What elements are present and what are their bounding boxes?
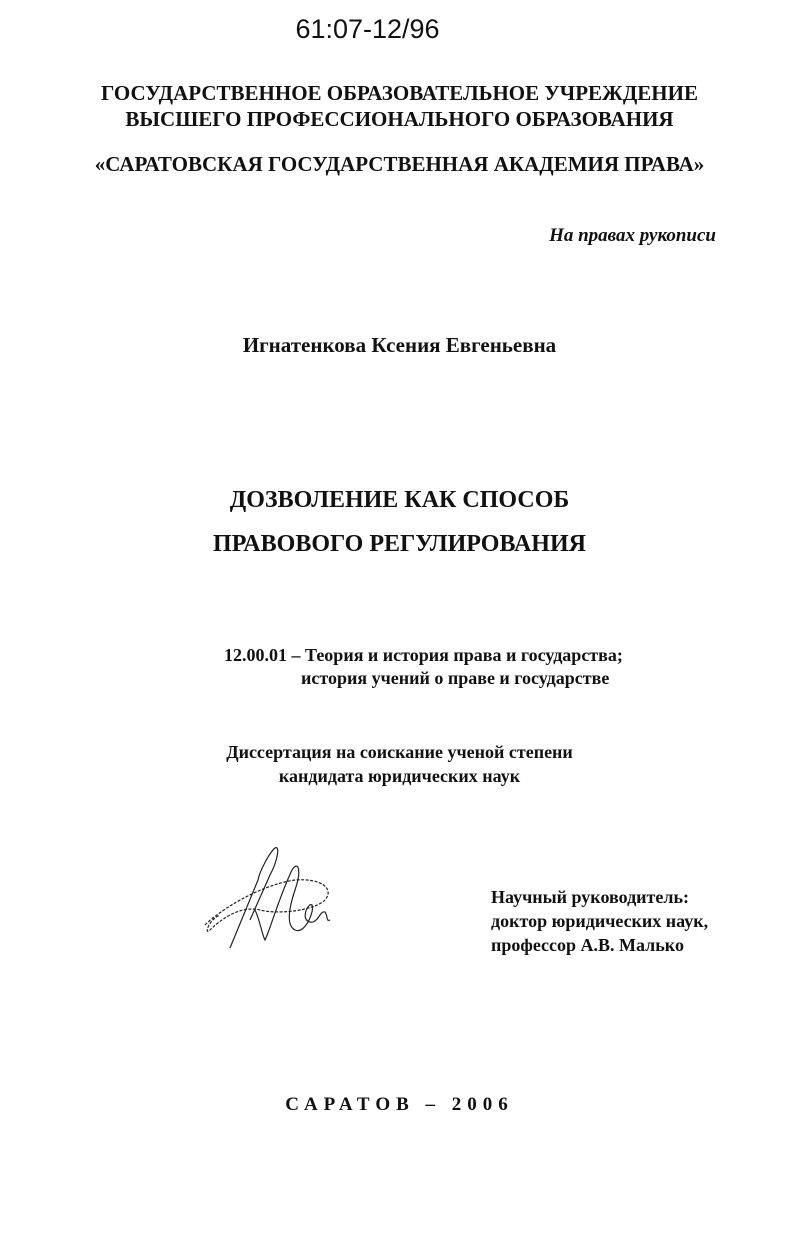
signature-icon <box>200 840 350 960</box>
advisor-label: Научный руководитель: <box>491 887 689 907</box>
degree-line-2: кандидата юридических наук <box>278 766 521 786</box>
catalog-code <box>0 14 799 45</box>
advisor-name: профессор А.В. Малько <box>491 935 684 955</box>
place-and-year: САРАТОВ – 2006 <box>285 1094 514 1115</box>
title-line-1: ДОЗВОЛЕНИЕ КАК СПОСОБ <box>229 487 570 513</box>
advisor-degree: доктор юридических наук, <box>491 911 709 931</box>
degree-line-1: Диссертация на соискание ученой степени <box>226 742 573 762</box>
specialty-line-2: история учений о праве и государстве <box>301 668 610 688</box>
title-line-2: ПРАВОВОГО РЕГУЛИРОВАНИЯ <box>213 531 586 557</box>
institution-line-2: ВЫСШЕГО ПРОФЕССИОНАЛЬНОГО ОБРАЗОВАНИЯ <box>125 107 674 131</box>
institution-header <box>0 80 799 132</box>
scientific-advisor <box>491 885 708 957</box>
author-name: Игнатенкова Ксения Евгеньевна <box>242 333 557 357</box>
specialty-line-1: 12.00.01 – Теория и история права и государства; <box>224 645 623 665</box>
catalog-code-text: 61:07-12/96 <box>295 14 440 44</box>
manuscript-note: На правах рукописи <box>549 225 716 246</box>
degree-statement <box>0 740 799 788</box>
academy-name: «САРАТОВСКАЯ ГОСУДАРСТВЕННАЯ АКАДЕМИЯ ПРАВА» <box>94 152 705 176</box>
institution-line-1: ГОСУДАРСТВЕННОЕ ОБРАЗОВАТЕЛЬНОЕ УЧРЕЖДЕНИЕ <box>101 81 698 105</box>
dissertation-title <box>0 478 799 566</box>
